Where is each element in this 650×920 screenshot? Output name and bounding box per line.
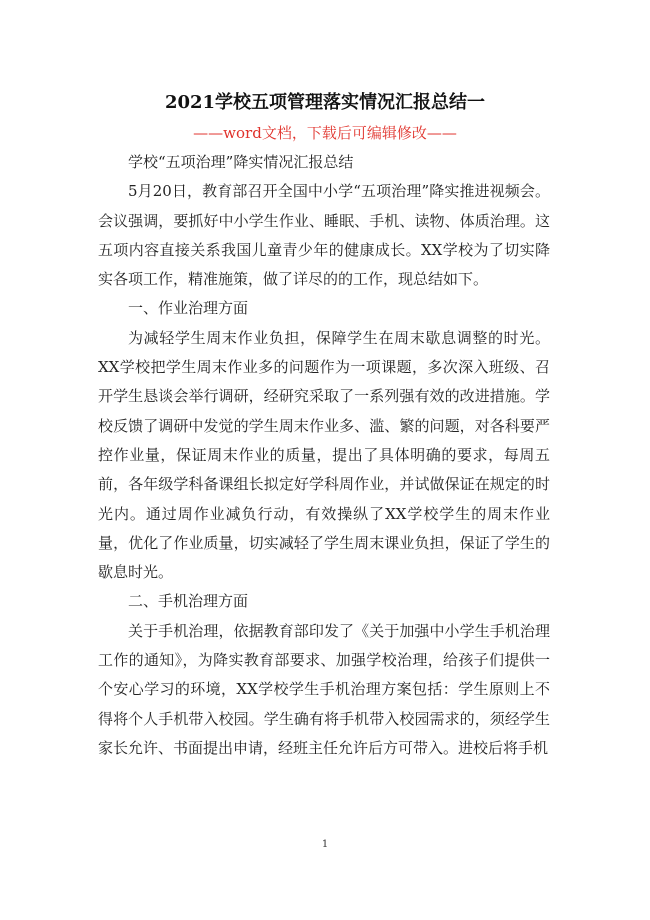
document-subtitle: ——word文档，下载后可编辑修改—— [193,124,457,142]
paragraph-intro: 5月20日，教育部召开全国中小学“五项治理”降实推进视频会。会议强调，要抓好中小学生作业、睡眠、手机、读物、体质治理。这五项内容直接关系我国儿童青少年的健康成长。XX学校为了切实降实各项工作，精准施策，做了详尽的的工作，现总结如下。 [98,182,550,289]
paragraph-homework: 为减轻学生周末作业负担，保障学生在周末歇息调整的时光。XX学校把学生周末作业多的问题作为一项课题，多次深入班级、召开学生恳谈会举行调研，经研究采取了一系列强有效的改进措施。学校反馈了调研中发觉的学生周末作业多、滥、繁的问题，对各科要严控作业量，保证周末作业的质量，提出了具体明确的要求，每周五前，各年级学科备课组长拟定好学科周作业，并试做保证在规定的时光内。通过周作业减负行动，有效操纵了XX学校学生的周末作业量，优化了作业质量，切实减轻了学生周末课业负担，保证了学生的歇息时光。 [98,328,550,582]
section-heading-phone: 二、手机治理方面 [128,592,249,611]
page-number: 1 [321,839,329,850]
document-body [98,148,550,763]
section-heading-homework: 一、作业治理方面 [128,299,249,318]
section-heading-summary: 学校“五项治理”降实情况汇报总结 [128,153,354,171]
paragraph-phone: 关于手机治理，依据教育部印发了《关于加强中小学生手机治理工作的通知》，为降实教育部要求、加强学校治理，给孩子们提供一个安心学习的环境，XX学校学生手机治理方案包括：学生原则上不得将个人手机带入校园。学生确有将手机带入校园需求的，须经学生家长允许、书面提出申请，经班主任允许后方可带入。进校后将手机 [98,621,550,757]
document-title: 2021学校五项管理落实情况汇报总结一 [164,92,486,113]
